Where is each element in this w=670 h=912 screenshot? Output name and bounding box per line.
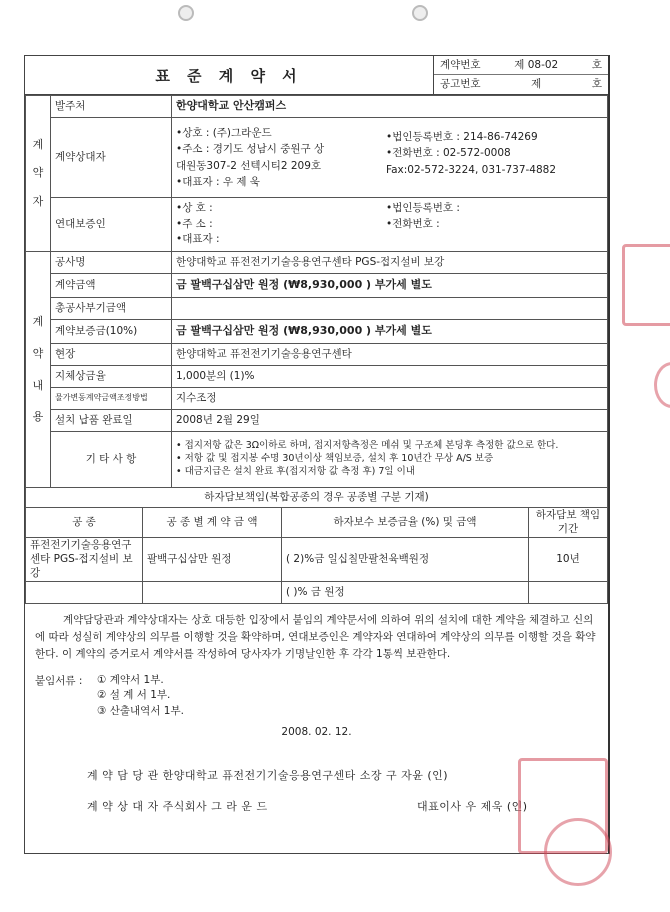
guarantor-cell (172, 198, 608, 252)
warranty-period: 10년 (529, 538, 608, 582)
note-2: • 저항 값 및 접지봉 수명 30년이상 책임보증, 설치 후 10년간 무상 A/S 보증 (176, 453, 494, 465)
delay-rate: 1,000분의 (1)% (172, 366, 608, 388)
price-adjust-method: 지수조정 (172, 388, 608, 410)
contractor-cell (172, 118, 608, 198)
warranty-rate: ( 2)%금 일십칠만팔천육백원정 (282, 538, 529, 582)
attachment-1: ① 계약서 1부. (97, 673, 164, 686)
punch-hole-right (412, 5, 428, 21)
warranty-heading: 하자담보책임(복합공종의 경우 공종별 구분 기재) (26, 488, 608, 508)
notice-number: 공고번호 제 호 (440, 78, 602, 90)
col-type: 공 종 (26, 508, 143, 538)
guarantor-label: 연대보증인 (51, 198, 172, 252)
agreement-text: 계약담당관과 계약상대자는 상호 대등한 입장에서 붙임의 계약문서에 의하여 위의 설치에 대한 계약을 체결하고 신의에 따라 성실히 계약상의 의무를 이행할 것을 확약하며, 연대보증인은 계약자와 연대하여 계약상의 의무를 이행할 것을 확약한다. 이 계약의 증거로서 계약서를 작성하여 당사자가 기명날인한 후 각각 1통씩 보관한다. (35, 614, 596, 660)
contract-number-box (434, 56, 608, 94)
note-1: • 접지저항 값은 3Ω이하로 하며, 접지저항측정은 메쉬 및 구조체 본딩후 측정한 값으로 한다. (176, 440, 559, 452)
contractor-address-2: 대원동307-2 선텍시티2 209호 (176, 159, 322, 172)
signature-line-2-rep: 대표이사 우 제욱 (인) (417, 800, 528, 814)
seal-stamp-side (654, 362, 670, 408)
contractor-biz-number: •법인등록번호 : 214-86-74269 (386, 130, 538, 143)
site: 한양대학교 퓨전전기기술응용연구센타 (172, 344, 608, 366)
signature-line-2: 계 약 상 대 자 주식회사 그 라 운 드 (87, 800, 268, 814)
note-3: • 대금지급은 설치 완료 후(접지저항 값 측정 후) 7일 이내 (176, 465, 415, 477)
punch-hole-left (178, 5, 194, 21)
seal-stamp-top (622, 244, 670, 326)
content-table (25, 251, 608, 488)
guarantor-representative: •대표자 : (176, 233, 220, 246)
contractor-phone: •전화번호 : 02-572-0008 (386, 147, 511, 160)
orderer-value: 한양대학교 안산캠퍼스 (172, 96, 608, 118)
row-label: 현장 (51, 344, 172, 366)
col-amount: 공 종 별 계 약 금 액 (143, 508, 282, 538)
contract-date: 2008. 02. 12. (281, 725, 352, 738)
row-label: 지체상금율 (51, 366, 172, 388)
contractor-fax: Fax:02-572-3224, 031-737-4882 (386, 163, 557, 176)
guarantor-biz-number: •법인등록번호 : (386, 201, 460, 214)
row-label: 계약보증금(10%) (51, 320, 172, 344)
guarantor-company: •상 호 : (176, 201, 213, 214)
warranty-table (25, 487, 608, 604)
party-table (25, 95, 608, 252)
col-rate: 하자보수 보증금율 (%) 및 금액 (282, 508, 529, 538)
contractor-company: •상호 : (주)그라운드 (176, 126, 272, 139)
total-amount (172, 298, 608, 320)
completion-date: 2008년 2월 29일 (172, 410, 608, 432)
contractor-representative: •대표자 : 우 제 욱 (176, 175, 260, 188)
attachments-label: 붙임서류 : (35, 674, 83, 687)
warranty-amount: 팔백구십삼만 원정 (143, 538, 282, 582)
contract-number: 계약번호 제 08-02 호 (434, 56, 608, 75)
guarantor-address: •주 소 : (176, 217, 213, 230)
orderer-label: 발주처 (51, 96, 172, 118)
attachment-3: ③ 산출내역서 1부. (97, 705, 184, 718)
row-label: 계약금액 (51, 274, 172, 298)
row-label: 설치 납품 완료일 (51, 410, 172, 432)
contractor-label: 계약상대자 (51, 118, 172, 198)
party-vertical-label: 계 약 자 (26, 96, 51, 252)
col-period: 하자담보 책임기간 (529, 508, 608, 538)
signature-line-1: 계 약 담 당 관 한양대학교 퓨전전기기술응용연구센타 소장 구 자윤 (인) (87, 768, 449, 782)
content-vertical-label: 계 약 내 용 (26, 252, 51, 488)
other-label: 기 타 사 항 (51, 432, 172, 488)
row-label: 공사명 (51, 252, 172, 274)
deposit-amount: 금 팔백구십삼만 원정 (₩8,930,000 ) 부가세 별도 (172, 320, 608, 344)
attachment-2: ② 설 계 서 1부. (97, 689, 171, 702)
guarantor-phone: •전화번호 : (386, 217, 440, 230)
warranty-rate-2: ( )% 금 원정 (282, 582, 529, 604)
contractor-address-1: •주소 : 경기도 성남시 중원구 상 (176, 143, 325, 156)
other-notes (172, 432, 608, 488)
project-name: 한양대학교 퓨전전기기술응용연구센타 PGS-접지설비 보강 (172, 252, 608, 274)
warranty-type: 퓨전전기기술응용연구센타 PGS-접지설비 보강 (26, 538, 143, 582)
contract-amount: 금 팔백구십삼만 원정 (₩8,930,000 ) 부가세 별도 (172, 274, 608, 298)
row-label: 물가변동계약금액조정방법 (51, 388, 172, 410)
document-title: 표 준 계 약 서 (25, 56, 434, 94)
row-label: 총공사부기금액 (51, 298, 172, 320)
contract-document (24, 55, 610, 854)
title-bar (25, 56, 608, 95)
seal-stamp-round (544, 818, 612, 886)
